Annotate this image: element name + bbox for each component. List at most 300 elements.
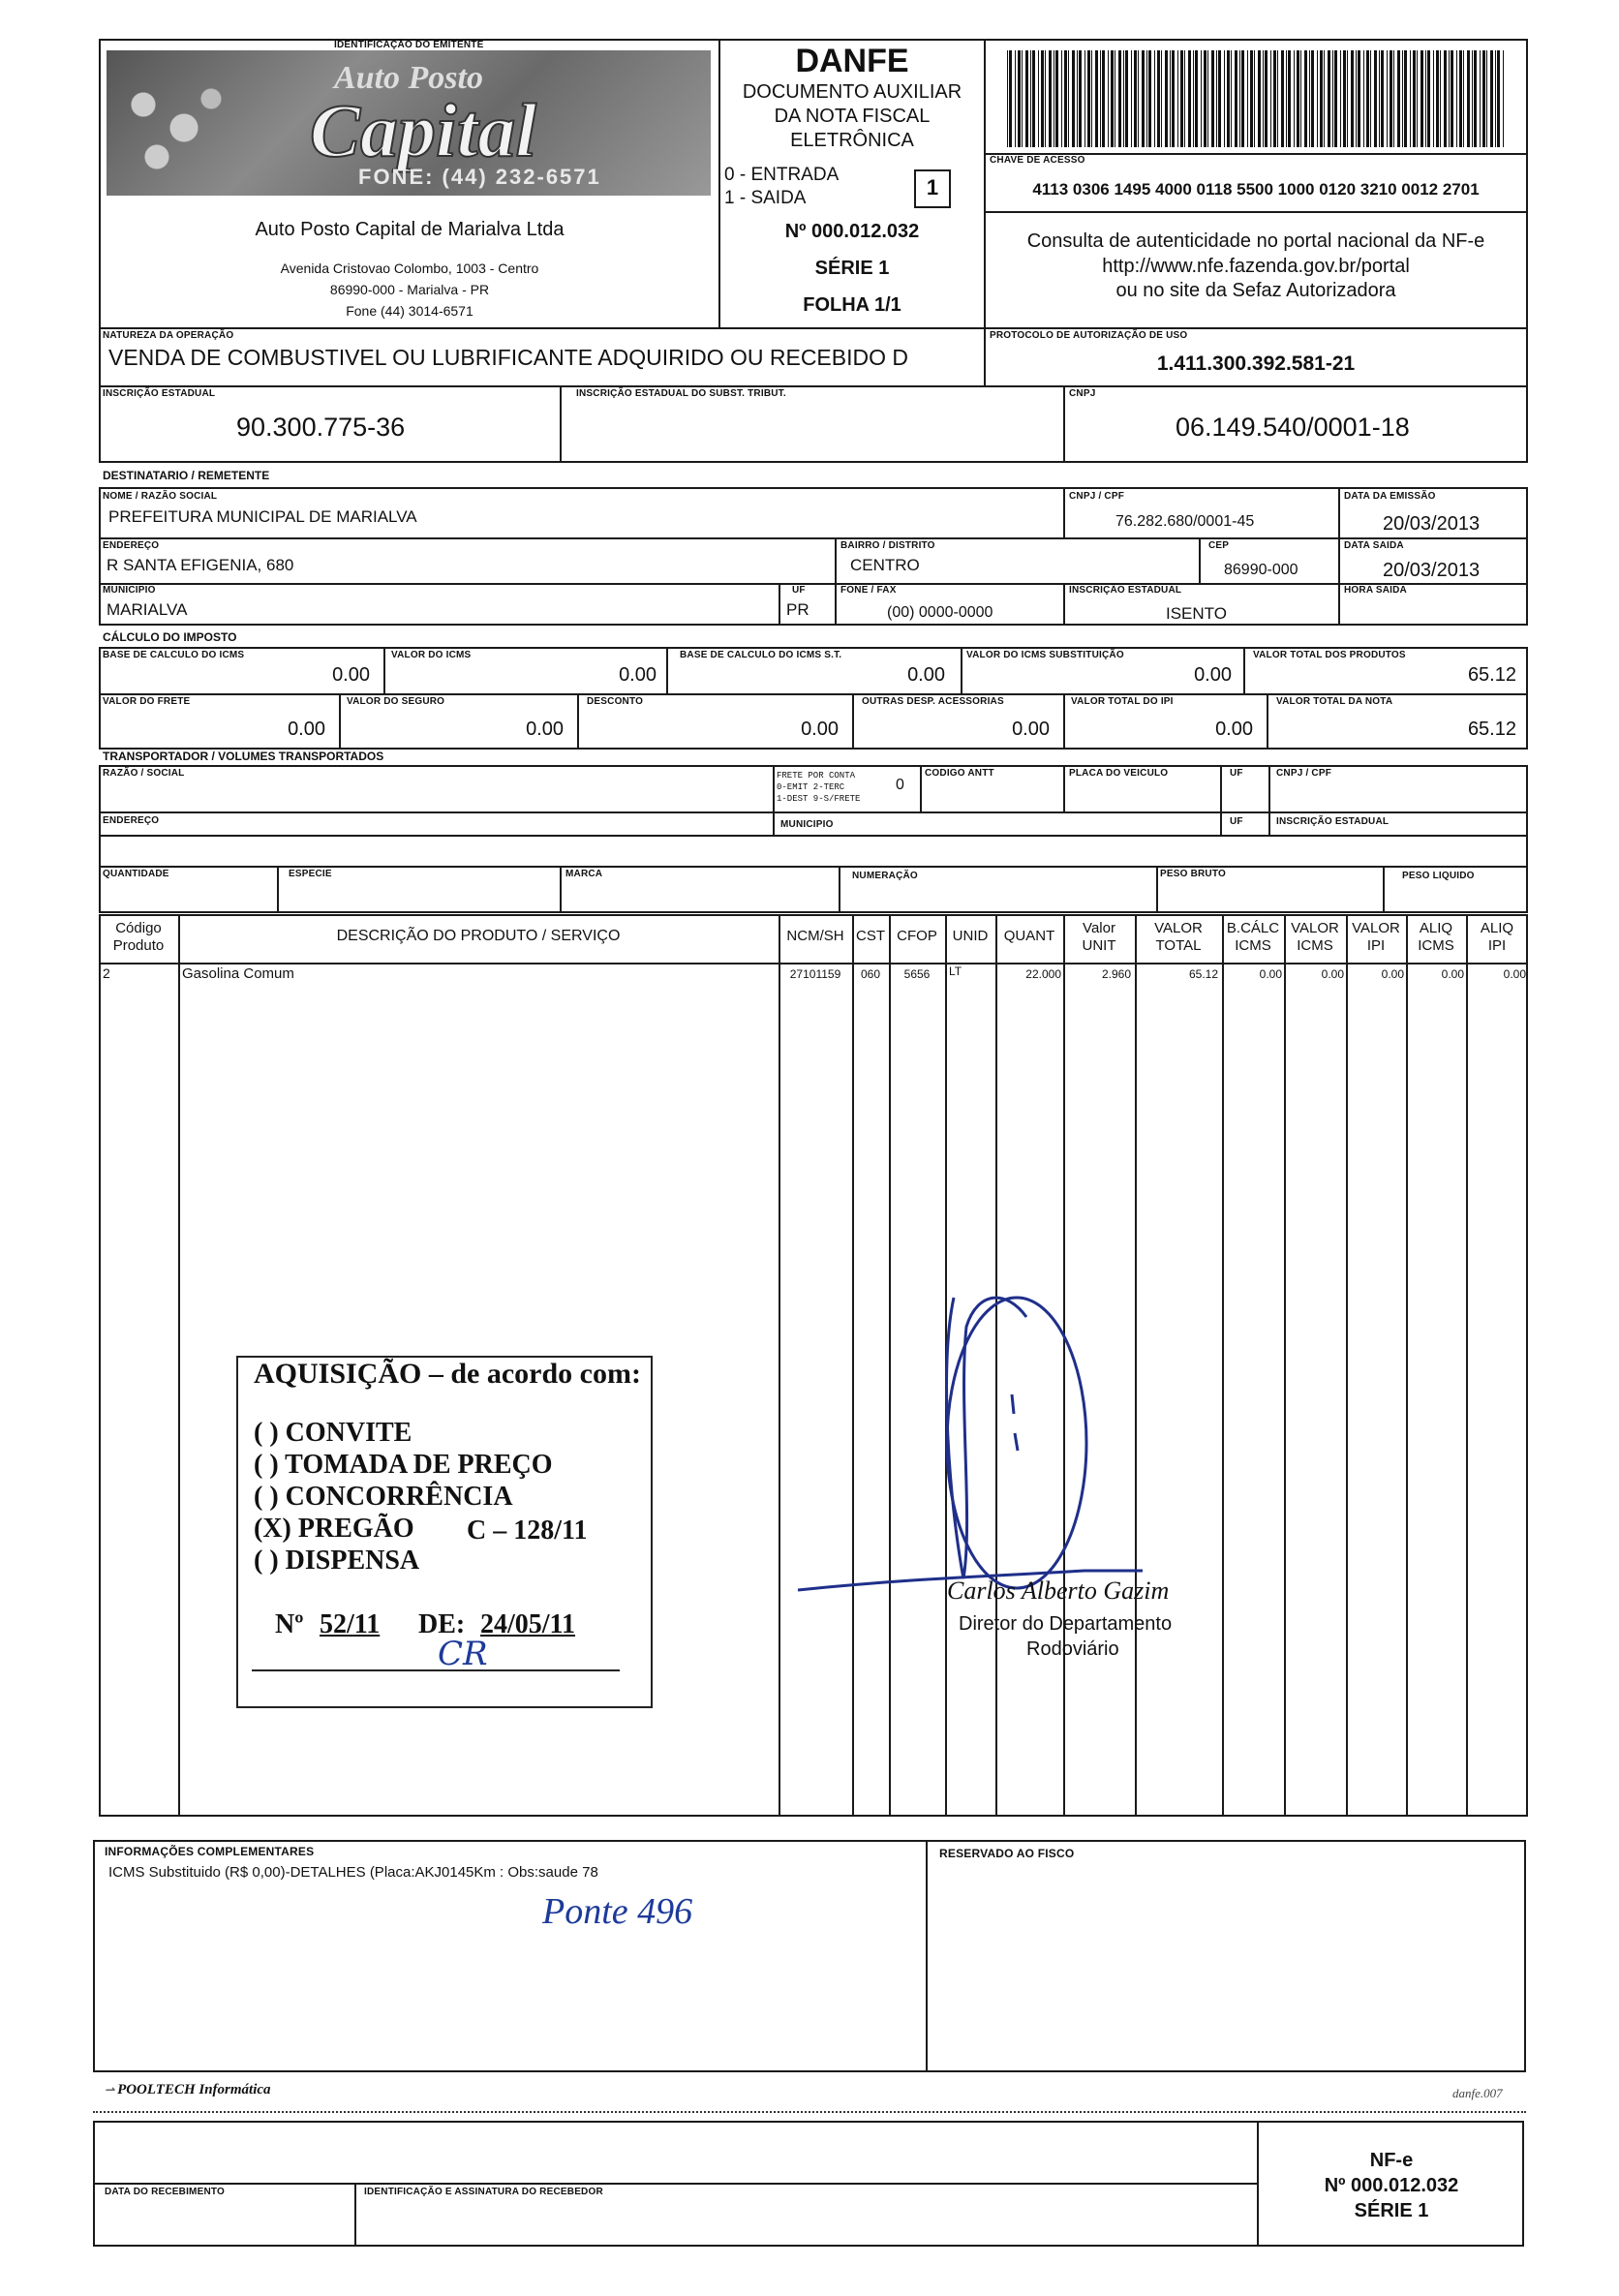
barcode-bar xyxy=(1433,50,1434,147)
transp-peso-bruto-label: PESO BRUTO xyxy=(1160,869,1226,879)
barcode-bar xyxy=(1390,50,1392,147)
barcode-bar xyxy=(1482,50,1485,147)
danfe-title: DANFE xyxy=(795,43,909,79)
barcode-bar xyxy=(1343,50,1346,147)
emitente-phone: Fone (44) 3014-6571 xyxy=(346,303,473,319)
cell-bc: 0.00 xyxy=(1259,967,1282,981)
dest-bairro: CENTRO xyxy=(850,556,920,574)
imp-bc-st: 0.00 xyxy=(907,664,945,686)
barcode-bar xyxy=(1451,50,1453,147)
cell-aicms: 0.00 xyxy=(1441,967,1464,981)
dest-municipio: MARIALVA xyxy=(107,600,188,619)
barcode-bar xyxy=(1165,50,1168,147)
imp-outras-label: OUTRAS DESP. ACESSORIAS xyxy=(862,696,1004,707)
transp-placa-label: PLACA DO VEICULO xyxy=(1069,768,1169,779)
stamp-num-label: Nº xyxy=(275,1609,304,1639)
barcode-bar xyxy=(1324,50,1325,147)
imp-v9 xyxy=(1267,693,1268,750)
barcode-bar xyxy=(1449,50,1450,147)
transp-especie-label: ESPECIE xyxy=(289,869,332,879)
th-cfop: CFOP xyxy=(897,928,937,944)
chave-value: 4113 0306 1495 4000 0118 5500 1000 0120 3210 0012 2701 xyxy=(1032,180,1480,199)
chave-divider2 xyxy=(984,211,1528,213)
dest-municipio-label: MUNICIPIO xyxy=(103,585,156,596)
table-row xyxy=(99,964,1528,984)
barcode-bar xyxy=(1363,50,1364,147)
barcode-bar xyxy=(1235,50,1237,147)
dest-ie-label: INSCRIÇÃO ESTADUAL xyxy=(1069,585,1182,596)
barcode-bar xyxy=(1281,50,1284,147)
ie-subst-label: INSCRIÇÃO ESTADUAL DO SUBST. TRIBUT. xyxy=(576,388,786,399)
dest-cep: 86990-000 xyxy=(1224,562,1298,578)
stamp-opt4-ref: C – 128/11 xyxy=(467,1515,588,1546)
imp-ipi-label: VALOR TOTAL DO IPI xyxy=(1071,696,1174,707)
barcode-bar xyxy=(1157,50,1160,147)
footer-brand-icon: ⇀ xyxy=(105,2083,118,2097)
barcode-bar xyxy=(1381,50,1384,147)
transp-razao-label: RAZÃO / SOCIAL xyxy=(103,768,185,779)
chave-label: CHAVE DE ACESSO xyxy=(990,155,1085,166)
th-bc-2: ICMS xyxy=(1235,937,1271,954)
dest-saida-label: DATA SAIDA xyxy=(1344,540,1404,551)
th-aipi xyxy=(1466,920,1528,955)
th-unid: UNID xyxy=(952,928,989,944)
transp-section: TRANSPORTADOR / VOLUMES TRANSPORTADOS xyxy=(103,750,384,763)
th-cst: CST xyxy=(856,928,885,944)
th-codigo-1: Código xyxy=(115,920,162,936)
barcode-bar xyxy=(1472,50,1473,147)
barcode-bar xyxy=(1486,50,1487,147)
th-quant: QUANT xyxy=(1003,928,1055,944)
barcode-bar xyxy=(1218,50,1221,147)
barcode-bar xyxy=(1100,50,1101,147)
barcode-bar xyxy=(1413,50,1416,147)
barcode-bar xyxy=(1111,50,1114,147)
info-label: INFORMAÇÕES COMPLEMENTARES xyxy=(105,1845,315,1858)
transp-antt-label: CODIGO ANTT xyxy=(925,768,994,779)
col-line-12 xyxy=(1406,914,1408,1817)
destinatario-section: DESTINATARIO / REMETENTE xyxy=(103,469,270,482)
barcode-bar xyxy=(1459,50,1462,147)
transp-v6 xyxy=(277,866,279,913)
aquisicao-stamp xyxy=(236,1356,653,1708)
signature-marks xyxy=(1012,1394,1018,1451)
barcode-bar xyxy=(1195,50,1198,147)
imp-bc-icms-label: BASE DE CALCULO DO ICMS xyxy=(103,650,245,660)
emitente-name: Auto Posto Capital de Marialva Ltda xyxy=(255,219,565,240)
barcode-bar xyxy=(1177,50,1178,147)
barcode-bar xyxy=(1138,50,1139,147)
dest-endereco: R SANTA EFIGENIA, 680 xyxy=(107,556,294,574)
barcode-bar xyxy=(1131,50,1132,147)
footer-brand-text: POOLTECH Informática xyxy=(117,2082,271,2097)
dest-v3 xyxy=(835,537,837,583)
barcode-bar xyxy=(1387,50,1388,147)
barcode-bar xyxy=(1317,50,1318,147)
barcode-bar xyxy=(1161,50,1162,147)
barcode-bar xyxy=(1420,50,1423,147)
dest-nome: PREFEITURA MUNICIPAL DE MARIALVA xyxy=(108,507,417,526)
transp-frete-line2: 0-EMIT 2-TERC xyxy=(777,782,845,792)
barcode-bar xyxy=(1456,50,1457,147)
footer-code: danfe.007 xyxy=(1452,2086,1503,2100)
imp-total-prod-label: VALOR TOTAL DOS PRODUTOS xyxy=(1253,650,1406,660)
barcode-bar xyxy=(1064,50,1067,147)
barcode-bar xyxy=(1125,50,1128,147)
imp-h1 xyxy=(99,693,1528,695)
transp-h2 xyxy=(99,835,1528,837)
canhoto-v1 xyxy=(354,2183,356,2247)
dest-uf-label: UF xyxy=(792,585,806,596)
barcode-bar xyxy=(1134,50,1137,147)
barcode-bar xyxy=(1320,50,1323,147)
dest-h1 xyxy=(99,537,1528,539)
logo-line1: Auto Posto xyxy=(334,60,483,96)
barcode-bar xyxy=(1041,50,1044,147)
barcode-bar xyxy=(1030,50,1031,147)
imp-seguro: 0.00 xyxy=(526,719,564,740)
barcode-bar xyxy=(1095,50,1098,147)
canhoto-ident-label: IDENTIFICAÇÃO E ASSINATURA DO RECEBEDOR xyxy=(364,2187,603,2197)
canhoto-nfe: NF-e xyxy=(1369,2150,1414,2171)
dest-endereco-label: ENDEREÇO xyxy=(103,540,160,551)
transp-v5 xyxy=(1268,765,1270,835)
protocolo-label: PROTOCOLO DE AUTORIZAÇÃO DE USO xyxy=(990,330,1188,341)
imp-bc-icms: 0.00 xyxy=(332,664,370,686)
th-bc xyxy=(1222,920,1284,955)
imp-icms-st-label: VALOR DO ICMS SUBSTITUIÇÃO xyxy=(966,650,1124,660)
stamp-opt2: ( ) TOMADA DE PREÇO xyxy=(254,1450,553,1480)
col-line-13 xyxy=(1466,914,1468,1817)
emitente-address2: 86990-000 - Marialva - PR xyxy=(329,282,490,297)
barcode-bar xyxy=(1304,50,1307,147)
cell-vunit: 2.960 xyxy=(1101,967,1131,981)
th-vunit-1: Valor xyxy=(1083,920,1115,936)
ie-divider2 xyxy=(1063,385,1065,463)
logo-circles xyxy=(116,70,252,186)
col-line-10 xyxy=(1284,914,1286,1817)
barcode-bar xyxy=(1224,50,1225,147)
barcode-bar xyxy=(1061,50,1062,147)
barcode-bar xyxy=(1087,50,1090,147)
imp-v1 xyxy=(383,647,385,693)
th-bc-1: B.CÁLC xyxy=(1226,920,1280,936)
barcode-bar xyxy=(1474,50,1477,147)
canhoto-numero: Nº 000.012.032 xyxy=(1324,2175,1459,2196)
cell-cfop: 5656 xyxy=(903,967,931,981)
barcode-bar xyxy=(1311,50,1314,147)
imp-total-prod: 65.12 xyxy=(1467,664,1516,686)
barcode-bar xyxy=(1402,50,1403,147)
imposto-section: CÁLCULO DO IMPOSTO xyxy=(103,630,237,644)
transp-uf-label: UF xyxy=(1230,768,1243,779)
dest-v4 xyxy=(1199,537,1201,583)
imp-seguro-label: VALOR DO SEGURO xyxy=(347,696,445,707)
dest-nome-label: NOME / RAZÃO SOCIAL xyxy=(103,491,218,502)
barcode-bar xyxy=(1328,50,1330,147)
barcode-bar xyxy=(1201,50,1202,147)
stamp-initials: CR xyxy=(438,1635,488,1673)
th-vipi xyxy=(1346,920,1406,955)
transp-frete-value: 0 xyxy=(896,777,904,793)
footer-cut-line xyxy=(93,2111,1526,2113)
protocolo-value: 1.411.300.392.581-21 xyxy=(1156,352,1356,375)
cell-vtotal: 65.12 xyxy=(1188,967,1218,981)
barcode-bar xyxy=(1258,50,1261,147)
cell-descricao: Gasolina Comum xyxy=(182,965,294,982)
dest-v2 xyxy=(1338,487,1340,626)
stamp-num-value: 52/11 xyxy=(320,1609,381,1639)
danfe-tipo: 1 xyxy=(926,175,939,199)
barcode-bar xyxy=(1370,50,1371,147)
imp-desconto-label: DESCONTO xyxy=(587,696,644,707)
dest-v7 xyxy=(1063,583,1065,626)
transp-v8 xyxy=(839,866,840,913)
th-vunit xyxy=(1063,920,1135,955)
transp-qtd-label: QUANTIDADE xyxy=(103,869,169,879)
barcode-bar xyxy=(1032,50,1035,147)
transp-h3 xyxy=(99,866,1528,868)
barcode-bar xyxy=(1425,50,1426,147)
footer-brand xyxy=(105,2082,271,2098)
barcode-bar xyxy=(1263,50,1264,147)
th-aipi-1: ALIQ xyxy=(1480,920,1514,936)
ie-value: 90.300.775-36 xyxy=(236,413,406,442)
th-vtotal-1: VALOR xyxy=(1154,920,1203,936)
barcode-bar xyxy=(1379,50,1380,147)
imp-v2 xyxy=(666,647,668,693)
chave-consulta3: ou no site da Sefaz Autorizadora xyxy=(1115,280,1396,301)
barcode-bar xyxy=(1025,50,1028,147)
imp-bc-st-label: BASE DE CALCULO DO ICMS S.T. xyxy=(680,650,842,660)
cell-cst: 060 xyxy=(860,967,881,981)
transp-v1 xyxy=(773,765,775,835)
danfe-subtitle3: ELETRÔNICA xyxy=(790,130,914,151)
barcode-bar xyxy=(1239,50,1240,147)
transp-v2 xyxy=(920,765,922,811)
barcode-bar xyxy=(1503,50,1504,147)
barcode-bar xyxy=(1184,50,1185,147)
barcode-bar xyxy=(1277,50,1278,147)
barcode-bar xyxy=(1404,50,1407,147)
transp-ie-label: INSCRIÇÃO ESTADUAL xyxy=(1276,816,1390,827)
barcode-bar xyxy=(1180,50,1183,147)
fisco-box xyxy=(926,1840,1526,2072)
th-codigo-2: Produto xyxy=(112,937,165,954)
barcode-bar xyxy=(1334,50,1337,147)
imp-v3 xyxy=(961,647,962,693)
barcode-bar xyxy=(1007,50,1008,147)
barcode-bar xyxy=(1351,50,1354,147)
cell-ncm: 27101159 xyxy=(789,967,841,981)
signature-name: Carlos Alberto Gazim xyxy=(947,1577,1170,1605)
barcode-bar xyxy=(1250,50,1253,147)
danfe-subtitle2: DA NOTA FISCAL xyxy=(774,106,931,127)
transp-v9 xyxy=(1156,866,1158,913)
barcode-bar xyxy=(1247,50,1248,147)
th-aicms-2: ICMS xyxy=(1418,937,1454,954)
transp-v10 xyxy=(1383,866,1385,913)
dest-cnpj-label: CNPJ / CPF xyxy=(1069,491,1125,502)
chave-consulta1: Consulta de autenticidade no portal nacional da NF-e xyxy=(1026,230,1485,252)
barcode-bar xyxy=(1231,50,1232,147)
stamp-opt1: ( ) CONVITE xyxy=(254,1418,412,1448)
stamp-opt4: (X) PREGÃO xyxy=(254,1514,414,1544)
chave-consulta2: http://www.nfe.fazenda.gov.br/portal xyxy=(1102,256,1410,277)
barcode-bar xyxy=(1254,50,1255,147)
dest-v6 xyxy=(835,583,837,626)
th-vunit-2: UNIT xyxy=(1082,937,1116,954)
transp-frete-line3: 1-DEST 9-S/FRETE xyxy=(777,794,861,804)
imp-frete: 0.00 xyxy=(288,719,325,740)
transp-v3 xyxy=(1063,765,1065,811)
emitente-logo xyxy=(107,50,711,196)
fisco-label: RESERVADO AO FISCO xyxy=(939,1847,1075,1860)
canhoto-data-label: DATA DO RECEBIMENTO xyxy=(105,2187,225,2197)
col-line-11 xyxy=(1346,914,1348,1817)
barcode-bar xyxy=(1077,50,1078,147)
barcode-bar xyxy=(1270,50,1271,147)
canhoto-serie: SÉRIE 1 xyxy=(1354,2200,1429,2221)
cell-codigo: 2 xyxy=(103,965,110,981)
imp-icms: 0.00 xyxy=(619,664,657,686)
barcode-bar xyxy=(1393,50,1394,147)
barcode-bar xyxy=(1297,50,1299,147)
dest-hora-label: HORA SAIDA xyxy=(1344,585,1407,596)
barcode-bar xyxy=(1300,50,1301,147)
imp-ipi: 0.00 xyxy=(1215,719,1253,740)
th-aicms xyxy=(1406,920,1466,955)
barcode-bar xyxy=(1038,50,1039,147)
danfe-numero: Nº 000.012.032 xyxy=(784,221,920,242)
barcode-bar xyxy=(1204,50,1207,147)
barcode-bar xyxy=(1009,50,1012,147)
dest-v1 xyxy=(1063,487,1065,537)
barcode-bar xyxy=(1490,50,1493,147)
th-descricao: DESCRIÇÃO DO PRODUTO / SERVIÇO xyxy=(336,928,621,944)
barcode-bar xyxy=(1480,50,1481,147)
barcode-bar xyxy=(1410,50,1411,147)
dest-uf: PR xyxy=(786,600,810,619)
th-vicms-2: ICMS xyxy=(1297,937,1333,954)
barcode-bar xyxy=(1463,50,1464,147)
barcode-bar xyxy=(1084,50,1085,147)
imp-v6 xyxy=(577,693,579,750)
th-vicms xyxy=(1284,920,1346,955)
imp-v7 xyxy=(852,693,854,750)
dest-v5 xyxy=(779,583,780,626)
barcode-bar xyxy=(1207,50,1208,147)
th-vicms-1: VALOR xyxy=(1291,920,1339,936)
cell-quant: 22.000 xyxy=(1025,967,1061,981)
logo-phone: FONE: (44) 232-6571 xyxy=(358,165,601,189)
dest-ie: ISENTO xyxy=(1166,604,1227,623)
cell-vicms: 0.00 xyxy=(1321,967,1344,981)
ie-cnpj-label: CNPJ xyxy=(1069,388,1096,399)
barcode-bar xyxy=(1397,50,1400,147)
barcode-bar xyxy=(1154,50,1155,147)
barcode-bar xyxy=(1146,50,1147,147)
th-vtotal xyxy=(1135,920,1222,955)
col-line-2 xyxy=(779,914,780,1817)
th-aipi-2: IPI xyxy=(1487,937,1507,954)
barcode-bar xyxy=(1347,50,1348,147)
imp-total-nota-label: VALOR TOTAL DA NOTA xyxy=(1276,696,1393,707)
barcode-bar xyxy=(1374,50,1377,147)
stamp-title: AQUISIÇÃO – de acordo com: xyxy=(254,1358,641,1390)
stamp-date-label: DE: xyxy=(418,1609,466,1639)
barcode-bar xyxy=(1366,50,1369,147)
th-vipi-1: VALOR xyxy=(1352,920,1400,936)
barcode-bar xyxy=(1467,50,1470,147)
danfe-saida: 1 - SAIDA xyxy=(724,188,807,208)
barcode-bar xyxy=(1427,50,1430,147)
info-text: ICMS Substituido (R$ 0,00)-DETALHES (Placa:AKJ0145Km : Obs:saude 78 xyxy=(108,1864,598,1881)
danfe-folha: FOLHA 1/1 xyxy=(803,294,901,316)
barcode-bar xyxy=(1045,50,1046,147)
barcode-bar xyxy=(1241,50,1244,147)
transp-frete-line1: FRETE POR CONTA xyxy=(777,771,856,781)
dest-h2 xyxy=(99,583,1528,585)
cell-unid: LT xyxy=(949,964,962,978)
barcode-bar xyxy=(1288,50,1291,147)
barcode-bar xyxy=(1358,50,1360,147)
imp-desconto: 0.00 xyxy=(801,719,839,740)
barcode-bar xyxy=(1216,50,1217,147)
barcode-bar xyxy=(1118,50,1121,147)
dest-fone-label: FONE / FAX xyxy=(840,585,897,596)
barcode-bar xyxy=(1211,50,1214,147)
barcode xyxy=(1007,50,1511,147)
cell-vipi: 0.00 xyxy=(1381,967,1404,981)
barcode-bar xyxy=(1079,50,1082,147)
barcode-bar xyxy=(1286,50,1287,147)
barcode-bar xyxy=(1015,50,1016,147)
natureza-value: VENDA DE COMBUSTIVEL OU LUBRIFICANTE ADQUIRIDO OU RECEBIDO D xyxy=(108,345,909,370)
barcode-bar xyxy=(1022,50,1023,147)
barcode-bar xyxy=(1417,50,1418,147)
barcode-bar xyxy=(1172,50,1175,147)
barcode-bar xyxy=(1309,50,1310,147)
barcode-bar xyxy=(1273,50,1276,147)
barcode-bar xyxy=(1123,50,1124,147)
barcode-bar xyxy=(1018,50,1021,147)
barcode-bar xyxy=(1142,50,1145,147)
stamp-opt3: ( ) CONCORRÊNCIA xyxy=(254,1482,513,1512)
emitente-address1: Avenida Cristovao Colombo, 1003 - Centro xyxy=(280,260,539,276)
barcode-bar xyxy=(1102,50,1105,147)
th-aicms-1: ALIQ xyxy=(1419,920,1453,936)
barcode-bar xyxy=(1444,50,1447,147)
ie-label: INSCRIÇÃO ESTADUAL xyxy=(103,388,216,399)
emitente-section-label: IDENTIFICAÇÃO DO EMITENTE xyxy=(334,40,484,50)
th-vipi-2: IPI xyxy=(1366,937,1386,954)
stamp-initials-line xyxy=(252,1669,620,1671)
transp-h1 xyxy=(99,811,1528,813)
ie-divider1 xyxy=(560,385,562,463)
transp-cnpj-label: CNPJ / CPF xyxy=(1276,768,1332,779)
dest-cep-label: CEP xyxy=(1208,540,1230,551)
transp-endereco-label: ENDEREÇO xyxy=(103,815,160,826)
th-vtotal-2: TOTAL xyxy=(1155,937,1202,954)
transp-peso-liquido-label: PESO LIQUIDO xyxy=(1402,871,1475,881)
danfe-serie: SÉRIE 1 xyxy=(814,258,890,279)
dest-cnpj: 76.282.680/0001-45 xyxy=(1115,513,1255,530)
imp-v8 xyxy=(1063,693,1065,750)
info-handwritten: Ponte 496 xyxy=(542,1891,693,1932)
imp-v4 xyxy=(1243,647,1245,693)
imp-v5 xyxy=(339,693,341,750)
